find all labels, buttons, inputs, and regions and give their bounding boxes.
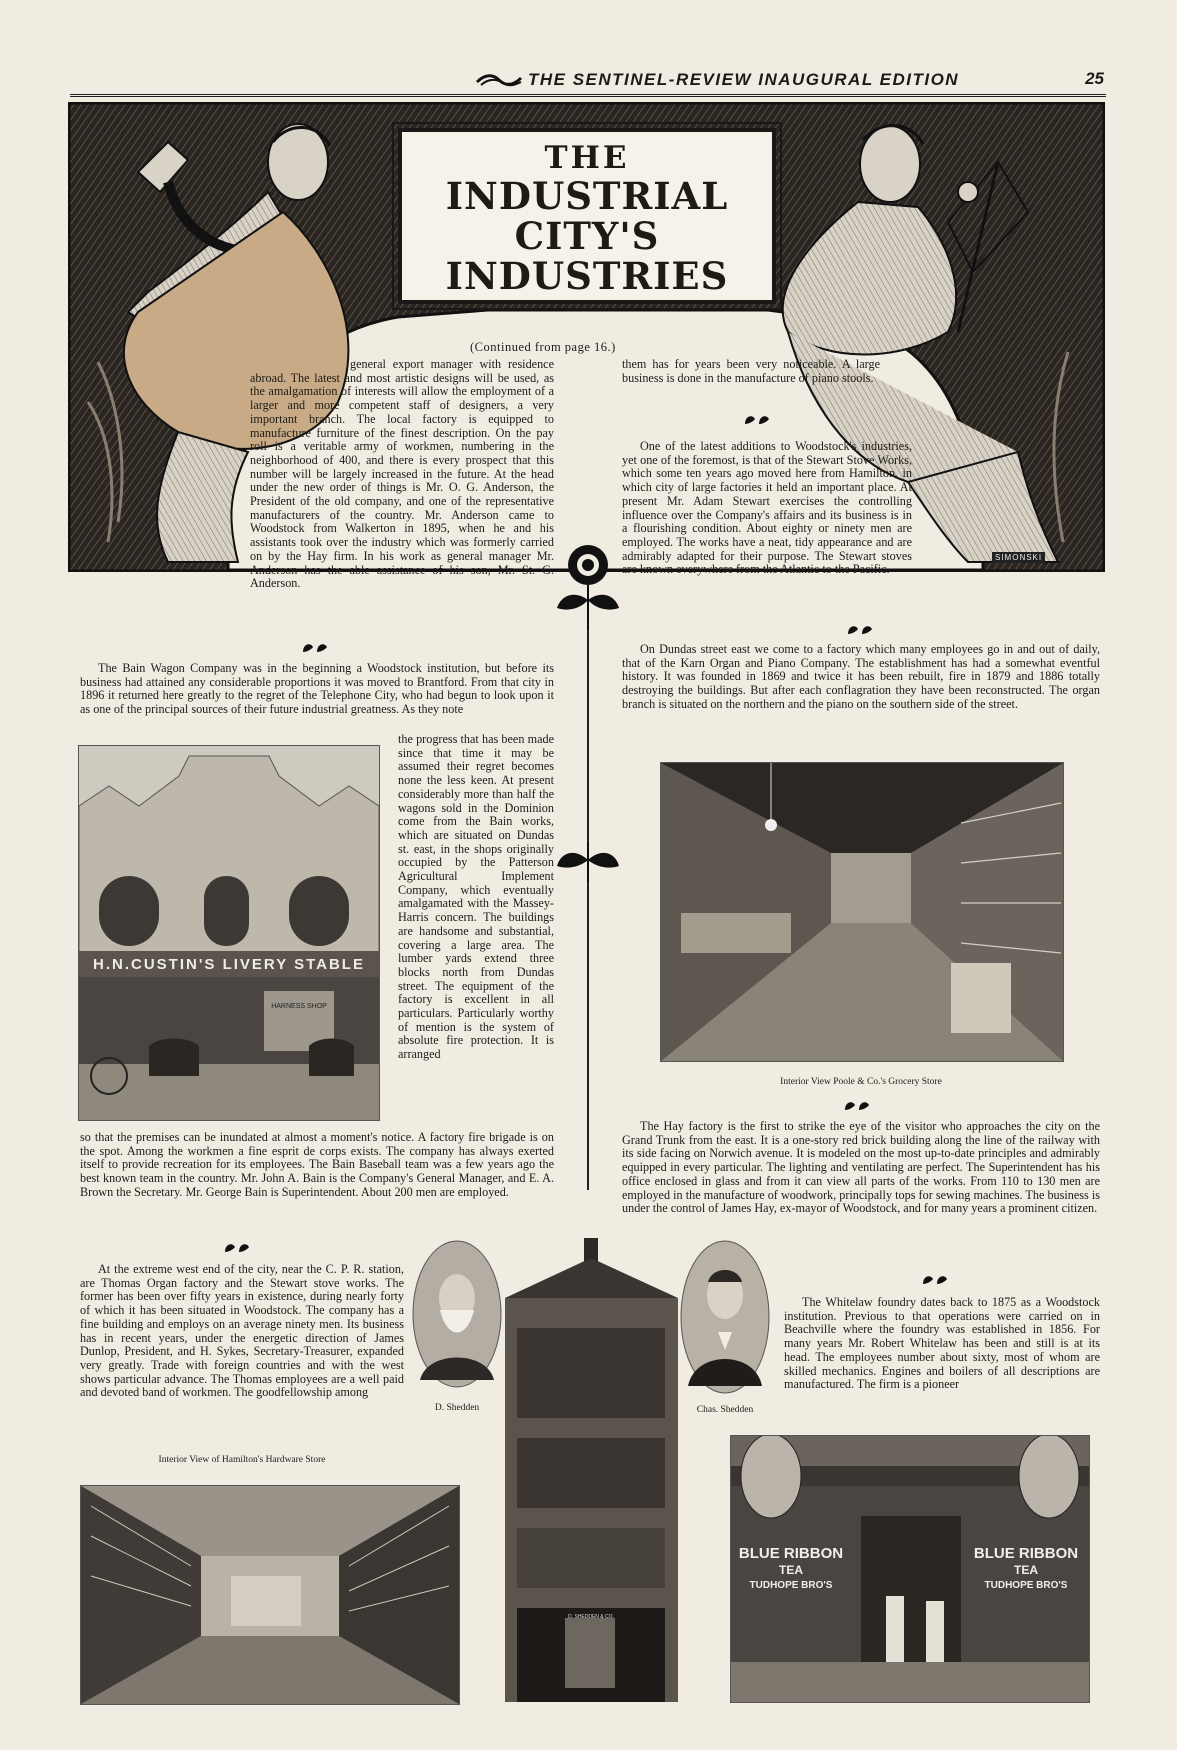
wave-ornament-icon [475, 72, 523, 88]
livery-stable-photo [78, 745, 380, 1121]
left-col-text-4 [80, 1263, 404, 1400]
portrait2-caption: Chas. Shedden [696, 1405, 754, 1415]
tea-sign-right-line3: TUDHOPE BRO'S [984, 1580, 1068, 1591]
banner-title-line3: CITY'S [514, 214, 660, 258]
tea-sign-right-line2: TEA [1014, 1563, 1038, 1577]
banner-title-line4: INDUSTRIES [445, 254, 729, 298]
leaf-ornament-icon [222, 1240, 252, 1254]
hardware-caption: Interior View of Hamilton's Hardware Store [158, 1455, 326, 1465]
continued-note: (Continued from page 16.) [470, 340, 616, 354]
left-col-paragraph-3: At the extreme west end of the city, near the C. P. R. station, are Thomas Organ factory and the Stewart stove works. The former has been over fifty years in existence, during nearly forty of which it has been situated in Woodstock. The company has a fine building and employs on an average ninety men. Its business has in recent years, under the energetic direction of James Dunlop, President, and H. Sykes, Secretary-Treasurer, expanded very greatly. Trade with foreign countries and with the west shows particular advance. The Thomas employees are a well paid and devoted band of workmen. The goodfellowship among [80, 1262, 404, 1400]
tea-sign-right-line1: BLUE RIBBON [973, 1545, 1079, 1562]
right-col-paragraph-3: On Dundas street east we come to a factory which many employees go in and out of daily, that of the Karn Organ and Piano Company. The establishment has had a somewhat eventful history. It was founded in 1869 and twice it has been rebuilt, fire in 1879 and 1886 totally destroying the buildings. But after each conflagration they have been reconstructed. The organ branch is situated on the northern and the piano on the southern side of the street. [622, 642, 1100, 711]
tea-sign-left-line1: BLUE RIBBON [738, 1545, 844, 1562]
grocery-caption: Interior View Poole & Co.'s Grocery Store [780, 1077, 942, 1087]
right-col-text-2 [622, 440, 912, 577]
tea-sign-left-line3: TUDHOPE BRO'S [749, 1580, 833, 1591]
leaf-sprig-ornament-icon [553, 842, 623, 882]
shedden-store-building-photo [505, 1238, 678, 1702]
leaf-ornament-icon [300, 640, 330, 654]
right-col-text-1 [622, 358, 880, 385]
left-col-text-side [398, 733, 554, 1062]
tudhope-bros-tea-storefront-photo [730, 1435, 1090, 1703]
publication-title: THE SENTINEL-REVIEW INAUGURAL EDITION [528, 70, 960, 89]
leaf-ornament-icon [845, 622, 875, 636]
left-col-paragraph-1: general export manager with residence abroad. The latest and most artistic designs will be used, as the amalgamation of interests will allow the employment of a larger and more competent staff of designers, a very important branch. The local factory is equipped to manufacture furniture of the finest description. On the pay roll is a veritable army of workmen, numbering in the neighborhood of 400, and there is every prospect that this number will be largely increased in the future. At the head under the new order of things is Mr. O. G. Anderson, the President of the old company, and one of the representative manufacturers of the country. Mr. Anderson came to Woodstock from Walkerton in 1895, when he and his assistants took over the industry which was formerly carried on by the Hay firm. In his work as general manager Mr. Anderson has the able assistance of his son, Mr. St. G. Anderson. [250, 357, 554, 591]
portrait-d-shedden [412, 1240, 502, 1388]
left-col-paragraph-2-side: the progress that has been made since that time it may be assumed their regret becomes none the less keen. At present considerably more than half the wagons sold in the Dominion come from the Bain works, which are situated on Dundas st. east, in the shops originally occupied by the Patterson Agricultural Implement Company, which eventually amalgamated with the Massey-Harris concern. The buildings are handsome and substantial, covering a large area. The lumber yards extend three blocks north from Dundas street. The equipment of the factory is excellent in all particulars. Particularly worthy of mention is the system of absolute fire protection. It is arranged [398, 732, 554, 1062]
right-col-paragraph-2: One of the latest additions to Woodstock's industries, yet one of the foremost, is that of the Stewart Stove Works, which some ten years ago moved here from Hamilton, in which city of large factories it held an important place. At present Mr. Adam Stewart exercises the controlling influence over the Company's affairs and its business is in a flourishing condition. About eighty or ninety men are employed. The works have a neat, tidy appearance and are admirably adapted for their purpose. The Stewart stoves are known everywhere from the Atlantic to the Pacific. [622, 439, 912, 577]
left-col-paragraph-2-end: so that the premises can be inundated at almost a moment's notice. A factory fire brigade is on the spot. Among the workmen a fine esprit de corps exists. The company has always exerted itself to provide recreation for its employees. The Bain Baseball team was a few years ago the best known team in the country. Mr. John A. Bain is the Company's General Manager, and E. A. Brown the Secretary. Mr. George Bain is Superintendent. About 200 men are employed. [80, 1130, 554, 1199]
rose-ornament-icon [553, 540, 623, 630]
banner-title-box [398, 128, 776, 304]
leaf-ornament-icon [842, 1098, 872, 1112]
right-col-text-4 [622, 1120, 1100, 1216]
banner-title-line2: INDUSTRIAL [445, 174, 729, 218]
livery-sign-text: H.N.CUSTIN'S LIVERY STABLE [93, 956, 365, 973]
harness-shop-sign-text: HARNESS SHOP [271, 1003, 327, 1010]
page-number: 25 [1085, 69, 1104, 88]
tea-sign-left-line2: TEA [779, 1563, 803, 1577]
artist-signature: SIMONSKI [992, 552, 1045, 563]
right-col-text-3 [622, 643, 1100, 712]
storefront-window-text: D. SHEDDEN & CO. [568, 1614, 614, 1620]
left-col-paragraph-2: The Bain Wagon Company was in the beginning a Woodstock institution, but before its business had attained any considerable proportions it was moved to Brantford. From that city in 1896 it returned here greatly to the regret of the Telephone City, who had begun to look upon it as one of the principal sources of their future industrial greatness. As they note [80, 661, 554, 717]
portrait-chas-shedden [680, 1240, 770, 1394]
left-col-text-3 [80, 1131, 554, 1200]
left-col-text-1a [250, 358, 554, 591]
leaf-ornament-icon [920, 1272, 950, 1286]
running-header [70, 68, 1106, 97]
column-divider [587, 630, 589, 1190]
leaf-ornament-icon [742, 412, 772, 426]
left-col-text-2 [80, 662, 554, 717]
right-col-paragraph-1: them has for years been very noticeable. A large business is done in the manufacture of piano stools. [622, 357, 880, 385]
right-col-paragraph-5: The Whitelaw foundry dates back to 1875 as a Woodstock institution. Previous to that operations were carried on in Beachville where the foundry was established in 1856. For many years Mr. Robert Whitelaw has been and still is at its head. The employees number about sixty, most of whom are skilled mechanics. Engines and boilers of all descriptions are manufactured. The firm is a pioneer [784, 1295, 1100, 1392]
portrait1-caption: D. Shedden [434, 1403, 480, 1413]
right-col-paragraph-4: The Hay factory is the first to strike the eye of the visitor who approaches the city on the Grand Trunk from the east. It is a one-story red brick building along the line of the railway with its side facing on Norwich avenue. It is modeled on the most up-to-date principles and admirably equipped in every particular. The lighting and ventilating are perfect. The Superintendent has his office enclosed in glass and from it can view all parts of the works. From 110 to 130 men are employed in the manufacture of woodwork, principally tops for sewing machines. The business is under the control of James Hay, ex-mayor of Woodstock, and for many years a prominent citizen. [622, 1119, 1100, 1216]
right-col-text-5 [784, 1296, 1100, 1392]
hardware-store-interior-photo [80, 1485, 460, 1705]
grocery-store-interior-photo [660, 762, 1064, 1062]
banner-title-line1: THE [544, 140, 630, 176]
